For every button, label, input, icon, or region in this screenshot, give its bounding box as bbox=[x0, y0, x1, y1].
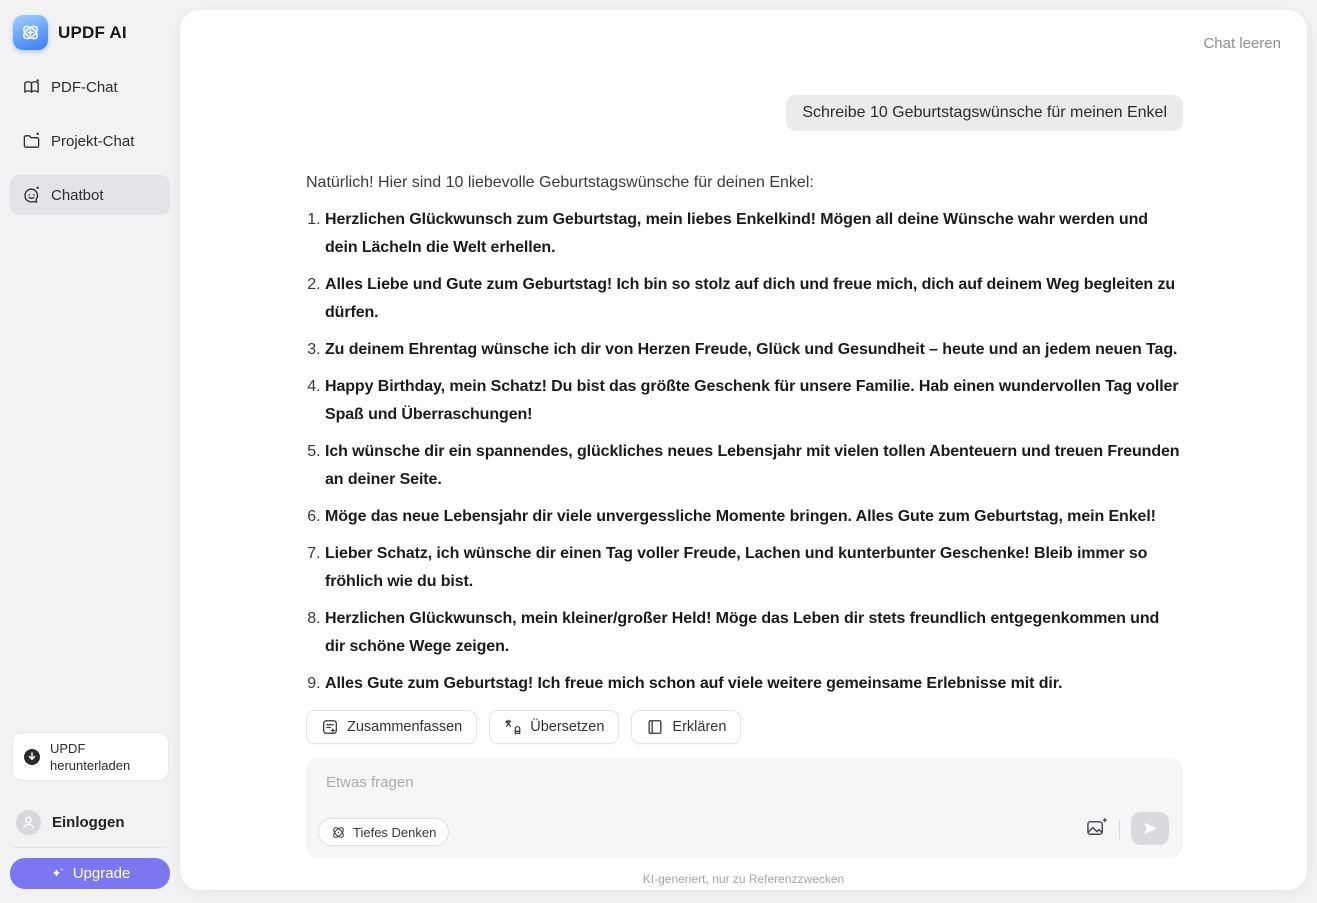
chat-column bbox=[306, 10, 1183, 890]
sidebar bbox=[0, 0, 180, 903]
login-label: Einloggen bbox=[52, 814, 125, 831]
upgrade-label: Upgrade bbox=[72, 865, 131, 882]
sidebar-item-label: Chatbot bbox=[51, 186, 104, 204]
avatar-icon bbox=[16, 810, 41, 835]
wish-item: 8. Herzlichen Glückwunsch, mein kleiner/großer Held! Möge das Leben dir stets freundlich entgegenkommen und dir schöne Wege zeigen. bbox=[325, 605, 1183, 661]
sparkle-icon bbox=[50, 866, 65, 881]
upgrade-button[interactable] bbox=[10, 858, 170, 889]
explain-icon bbox=[646, 718, 664, 736]
sidebar-item-projekt-chat[interactable] bbox=[10, 121, 170, 161]
wish-item: 5. Ich wünsche dir ein spannendes, glückliches neues Lebensjahr mit vielen tollen Abenteuern und treuen Freunden an deiner Seite. bbox=[325, 438, 1183, 494]
wishes-list bbox=[306, 206, 1183, 698]
sidebar-item-label: PDF-Chat bbox=[51, 78, 118, 96]
wish-item: 4. Happy Birthday, mein Schatz! Du bist das größte Geschenk für unsere Familie. Hab einen wundervollen Tag voller Spaß und Überraschungen! bbox=[325, 373, 1183, 429]
action-label: Erklären bbox=[672, 719, 727, 735]
book-icon bbox=[22, 78, 41, 97]
translate-button[interactable] bbox=[489, 710, 619, 744]
explain-button[interactable] bbox=[631, 710, 741, 744]
login-button[interactable] bbox=[16, 810, 125, 835]
chat-panel bbox=[180, 10, 1307, 890]
ai-disclaimer: KI-generiert, nur zu Referenzzwecken bbox=[642, 872, 845, 886]
send-button[interactable] bbox=[1131, 812, 1169, 845]
deep-think-label: Tiefes Denken bbox=[353, 824, 437, 840]
wish-item: 3. Zu deinem Ehrentag wünsche ich dir von Herzen Freude, Glück und Gesundheit – heute und an jedem neuen Tag. bbox=[325, 336, 1183, 364]
message-list bbox=[306, 95, 1183, 707]
wish-item: 1. Herzlichen Glückwunsch zum Geburtstag, mein liebes Enkelkind! Mögen all deine Wünsche wahr werden und dein Lächeln die Welt erhellen. bbox=[325, 206, 1183, 262]
composer-controls bbox=[1085, 812, 1169, 845]
sidebar-item-chatbot[interactable] bbox=[10, 175, 170, 215]
sidebar-divider bbox=[13, 847, 166, 848]
translate-icon bbox=[504, 718, 522, 736]
ai-response-intro: Natürlich! Hier sind 10 liebevolle Geburtstagswünsche für deinen Enkel: bbox=[306, 174, 814, 191]
wish-item: 7. Lieber Schatz, ich wünsche dir einen Tag voller Freude, Lachen und kunterbunter Geschenke! Bleib immer so fröhlich wie du bist. bbox=[325, 540, 1183, 596]
send-icon bbox=[1142, 820, 1159, 837]
action-label: Zusammenfassen bbox=[347, 719, 463, 735]
clear-chat-button[interactable]: Chat leeren bbox=[1203, 35, 1281, 52]
wish-item: 9. Alles Gute zum Geburtstag! Ich freue mich schon auf viele weitere gemeinsame Erlebnisse mit dir. bbox=[325, 670, 1183, 698]
download-label: UPDF herunterladen bbox=[50, 740, 131, 773]
summarize-icon bbox=[321, 718, 339, 736]
brand bbox=[13, 15, 127, 50]
chat-input[interactable] bbox=[326, 774, 926, 791]
user-message-bubble: Schreibe 10 Geburtstagswünsche für meinen Enkel bbox=[786, 95, 1183, 131]
quick-actions bbox=[306, 710, 741, 744]
add-image-icon[interactable] bbox=[1085, 817, 1108, 840]
download-icon bbox=[23, 748, 41, 766]
download-updf-button[interactable] bbox=[12, 732, 169, 781]
sidebar-item-label: Projekt-Chat bbox=[51, 132, 135, 150]
think-icon bbox=[331, 825, 346, 840]
wish-item: 6. Möge das neue Lebensjahr dir viele unvergessliche Momente bringen. Alles Gute zum Geburtstag, mein Enkel! bbox=[325, 503, 1183, 531]
wish-item: 2. Alles Liebe und Gute zum Geburtstag! Ich bin so stolz auf dich und freue mich, dich auf deinem Weg begleiten zu dürfen. bbox=[325, 271, 1183, 327]
updf-ai-logo-icon bbox=[13, 15, 48, 50]
action-label: Übersetzen bbox=[530, 719, 605, 735]
chatbot-icon bbox=[22, 186, 41, 205]
deep-think-button[interactable] bbox=[318, 818, 449, 846]
composer bbox=[306, 758, 1183, 858]
sidebar-item-pdf-chat[interactable] bbox=[10, 67, 170, 107]
summarize-button[interactable] bbox=[306, 710, 477, 744]
folder-icon bbox=[22, 132, 41, 151]
user-message-row bbox=[306, 95, 1183, 131]
composer-divider bbox=[1119, 819, 1120, 839]
brand-name: UPDF AI bbox=[58, 22, 127, 42]
